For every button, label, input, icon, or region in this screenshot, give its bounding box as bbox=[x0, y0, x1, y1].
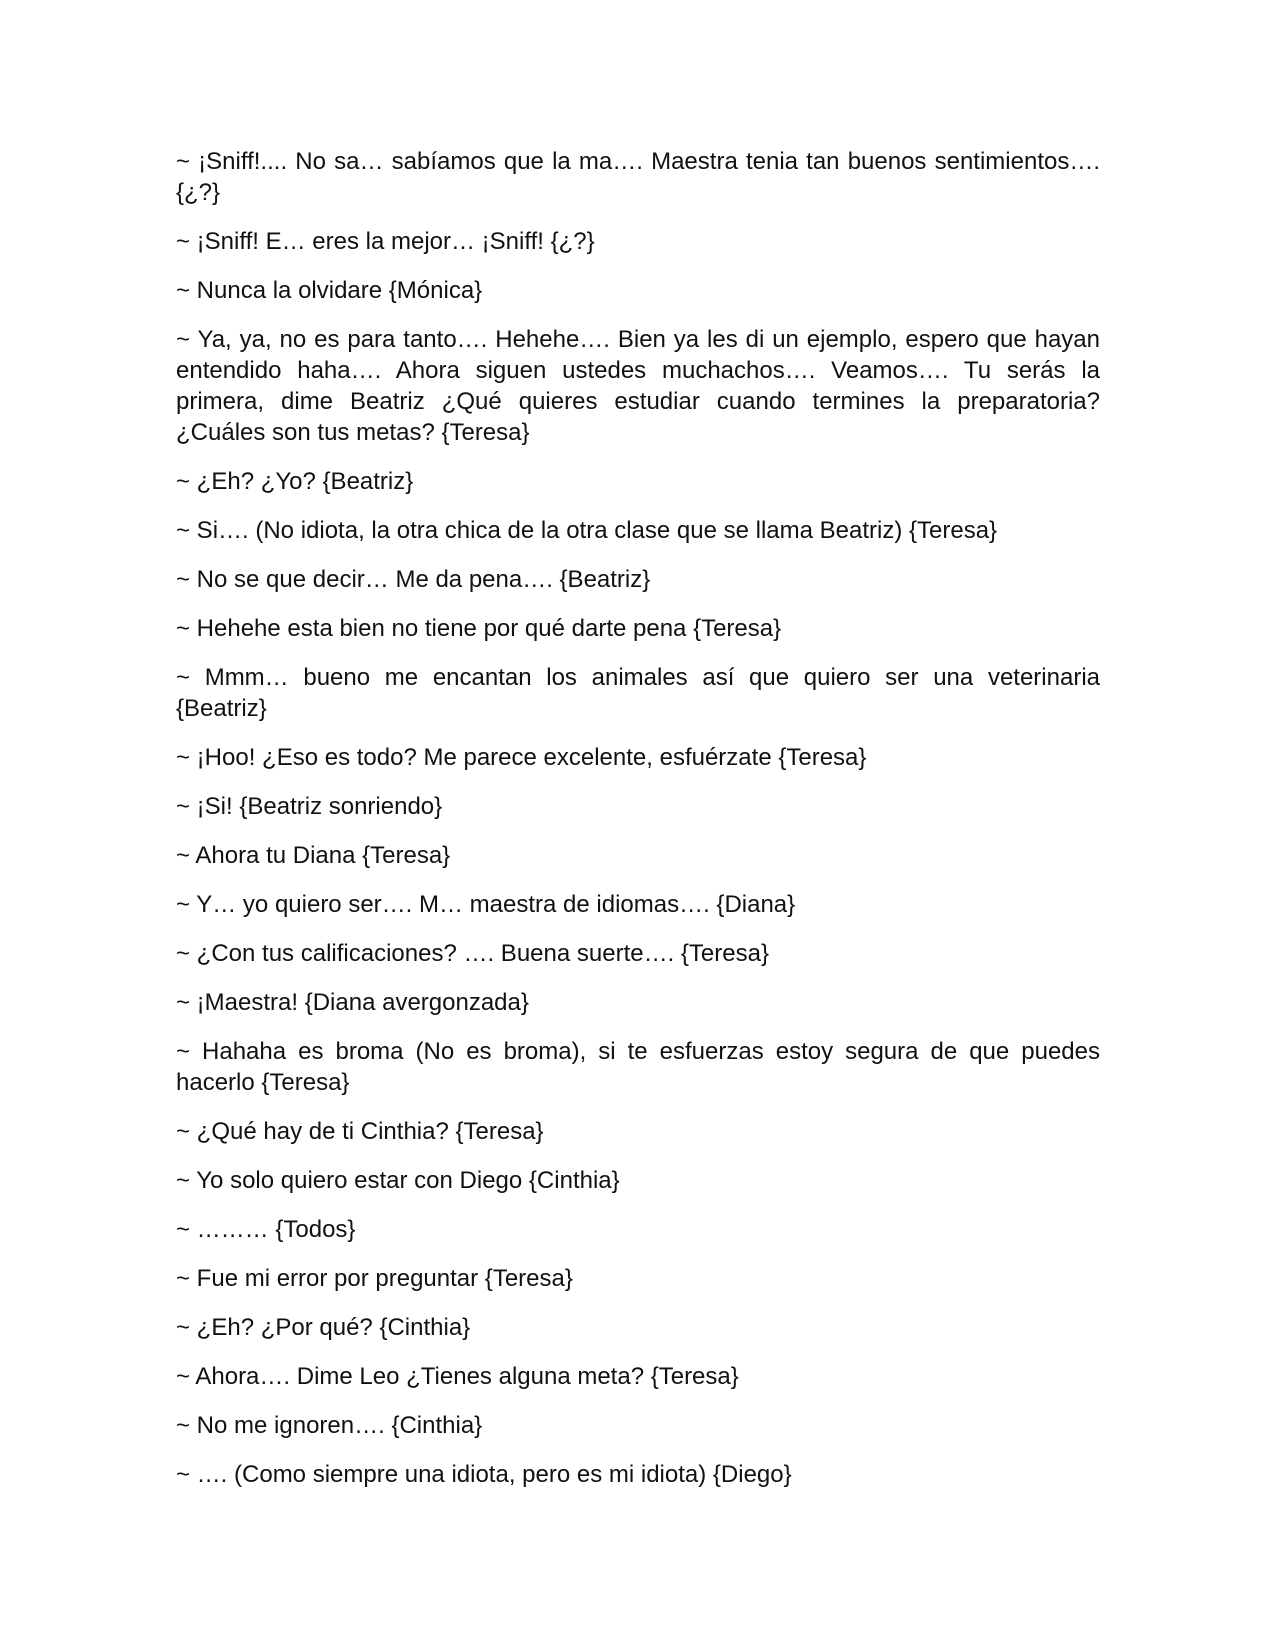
dialogue-line: ~ ¡Maestra! {Diana avergonzada} bbox=[176, 989, 529, 1016]
dialogue-line: ~ Ya, ya, no es para tanto…. Hehehe…. Bien ya les di un ejemplo, espero que hayan entendido haha…. Ahora siguen ustedes muchachos…. Veamos…. Tu serás la primera, dime Beatriz ¿Qué quieres estudiar cuando termines la preparatoria? ¿Cuáles son tus metas? {Teresa} bbox=[176, 326, 1100, 446]
dialogue-line: ~ ¿Eh? ¿Yo? {Beatriz} bbox=[176, 468, 414, 495]
dialogue-line: ~ Mmm… bueno me encantan los animales así que quiero ser una veterinaria {Beatriz} bbox=[176, 664, 1100, 722]
dialogue-line: ~ ¿Con tus calificaciones? …. Buena suerte…. {Teresa} bbox=[176, 940, 769, 967]
dialogue-line: ~ No me ignoren…. {Cinthia} bbox=[176, 1412, 483, 1439]
dialogue-line: ~ Nunca la olvidare {Mónica} bbox=[176, 277, 483, 304]
dialogue-line: ~ ¿Qué hay de ti Cinthia? {Teresa} bbox=[176, 1118, 544, 1145]
dialogue-line: ~ ……… {Todos} bbox=[176, 1216, 356, 1243]
dialogue-line: ~ ¡Sniff!.... No sa… sabíamos que la ma…. Maestra tenia tan buenos sentimientos…. {¿?} bbox=[176, 148, 1100, 206]
dialogue-line: ~ Y… yo quiero ser…. M… maestra de idiomas…. {Diana} bbox=[176, 891, 796, 918]
dialogue-line: ~ Hahaha es broma (No es broma), si te esfuerzas estoy segura de que puedes hacerlo {Teresa} bbox=[176, 1038, 1100, 1096]
dialogue-line: ~ Yo solo quiero estar con Diego {Cinthia} bbox=[176, 1167, 620, 1194]
dialogue-line: ~ ¿Eh? ¿Por qué? {Cinthia} bbox=[176, 1314, 471, 1341]
dialogue-line: ~ ¡Sniff! E… eres la mejor… ¡Sniff! {¿?} bbox=[176, 228, 595, 255]
dialogue-line: ~ Ahora tu Diana {Teresa} bbox=[176, 842, 451, 869]
document-body bbox=[176, 146, 1100, 1508]
dialogue-line: ~ ¡Hoo! ¿Eso es todo? Me parece excelente, esfuérzate {Teresa} bbox=[176, 744, 867, 771]
dialogue-line: ~ No se que decir… Me da pena…. {Beatriz} bbox=[176, 566, 651, 593]
dialogue-line: ~ Ahora…. Dime Leo ¿Tienes alguna meta? {Teresa} bbox=[176, 1363, 739, 1390]
dialogue-line: ~ …. (Como siempre una idiota, pero es mi idiota) {Diego} bbox=[176, 1461, 792, 1488]
dialogue-line: ~ Si…. (No idiota, la otra chica de la otra clase que se llama Beatriz) {Teresa} bbox=[176, 517, 998, 544]
dialogue-line: ~ Fue mi error por preguntar {Teresa} bbox=[176, 1265, 573, 1292]
dialogue-line: ~ ¡Si! {Beatriz sonriendo} bbox=[176, 793, 443, 820]
dialogue-line: ~ Hehehe esta bien no tiene por qué darte pena {Teresa} bbox=[176, 615, 782, 642]
